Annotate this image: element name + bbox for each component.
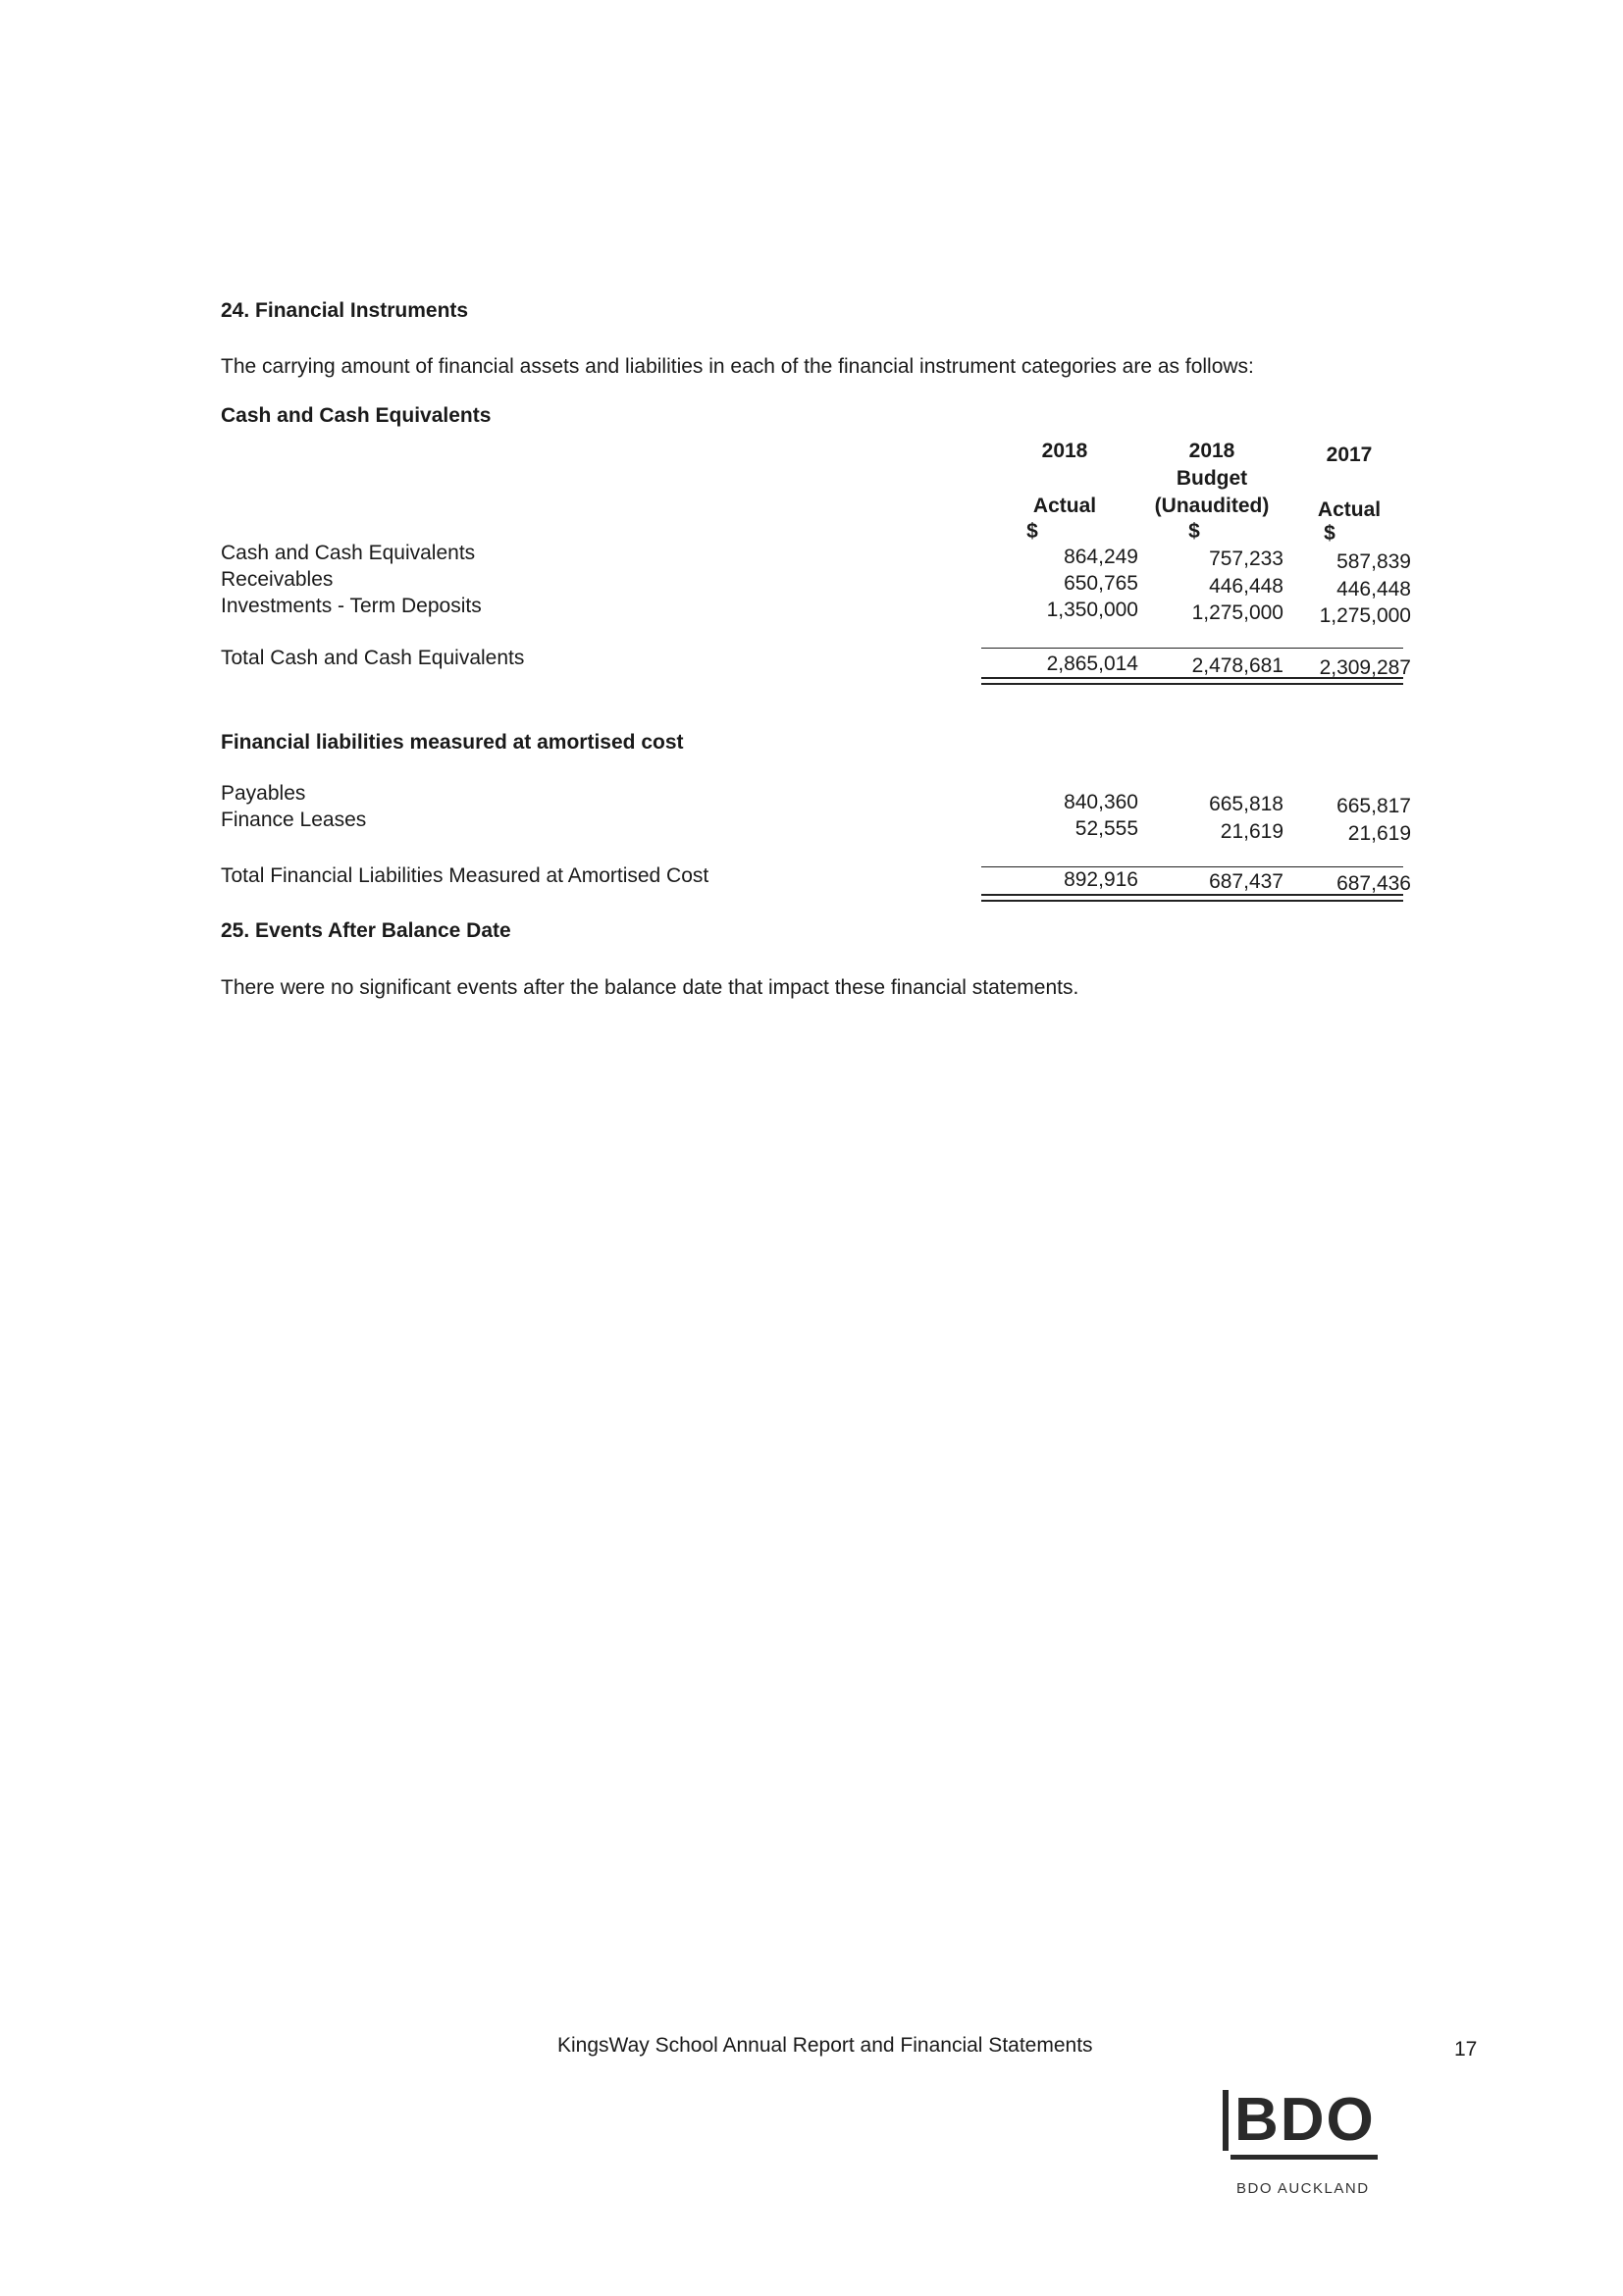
row-value-col3: 446,448 (1336, 578, 1411, 600)
page-number: 17 (1454, 2038, 1478, 2061)
row-value-col1: 1,350,000 (1046, 599, 1138, 621)
col2-unit: $ (1188, 520, 1200, 543)
bdo-logo-bar (1230, 2155, 1378, 2160)
col1-unit: $ (1026, 520, 1038, 543)
cash-total-label: Total Cash and Cash Equivalents (221, 647, 525, 669)
row-value-col2: 665,818 (1209, 793, 1283, 815)
liab-heading: Financial liabilities measured at amortised cost (221, 731, 684, 754)
col1-year: 2018 (1041, 440, 1088, 462)
row-value-col1: 864,249 (1064, 546, 1138, 568)
col2-sub2: (Unaudited) (1154, 495, 1270, 517)
row-label: Payables (221, 782, 306, 805)
liab-total-label: Total Financial Liabilities Measured at Amortised Cost (221, 864, 709, 887)
liab-total-col3: 687,436 (1336, 872, 1411, 895)
footer-title: KingsWay School Annual Report and Financial Statements (557, 2034, 1093, 2057)
col3-year: 2017 (1326, 444, 1373, 466)
bdo-logo-mark: BDO (1223, 2090, 1376, 2151)
row-value-col2: 21,619 (1220, 820, 1283, 843)
total-top-rule (981, 648, 1403, 649)
row-value-col1: 52,555 (1074, 817, 1138, 840)
section-title-events: 25. Events After Balance Date (221, 919, 511, 942)
total-double-rule-1 (981, 677, 1403, 679)
row-value-col3: 587,839 (1336, 550, 1411, 573)
liab-total-col1: 892,916 (1064, 868, 1138, 891)
cash-total-col2: 2,478,681 (1191, 654, 1283, 677)
cash-heading: Cash and Cash Equivalents (221, 404, 492, 427)
row-value-col2: 757,233 (1209, 548, 1283, 570)
row-value-col3: 1,275,000 (1319, 604, 1411, 627)
col3-sub2: Actual (1317, 498, 1382, 521)
liab-total-col2: 687,437 (1209, 870, 1283, 893)
bdo-logo-subtitle: BDO AUCKLAND (1236, 2180, 1370, 2197)
bdo-logo (1217, 2086, 1393, 2208)
col2-sub1: Budget (1176, 467, 1248, 490)
row-label: Investments - Term Deposits (221, 595, 482, 617)
row-value-col2: 446,448 (1209, 575, 1283, 598)
intro-text: The carrying amount of financial assets and liabilities in each of the financial instrument categories are as follows: (221, 355, 1254, 378)
row-label: Receivables (221, 568, 334, 591)
liab-total-top-rule (981, 866, 1403, 867)
row-value-col3: 21,619 (1347, 822, 1411, 845)
liab-double-rule-1 (981, 894, 1403, 896)
cash-total-col3: 2,309,287 (1319, 656, 1411, 679)
row-label: Cash and Cash Equivalents (221, 542, 476, 564)
cash-total-col1: 2,865,014 (1046, 652, 1138, 675)
section-title-financial-instruments: 24. Financial Instruments (221, 299, 469, 322)
row-label: Finance Leases (221, 809, 367, 831)
events-text: There were no significant events after the balance date that impact these financial statements. (221, 976, 1079, 999)
row-value-col1: 650,765 (1064, 572, 1138, 595)
col3-unit: $ (1324, 522, 1335, 545)
row-value-col1: 840,360 (1064, 791, 1138, 813)
total-double-rule-2 (981, 683, 1403, 685)
col1-sub2: Actual (1032, 495, 1097, 517)
row-value-col3: 665,817 (1336, 795, 1411, 817)
row-value-col2: 1,275,000 (1191, 601, 1283, 624)
liab-double-rule-2 (981, 900, 1403, 902)
col2-year: 2018 (1188, 440, 1235, 462)
